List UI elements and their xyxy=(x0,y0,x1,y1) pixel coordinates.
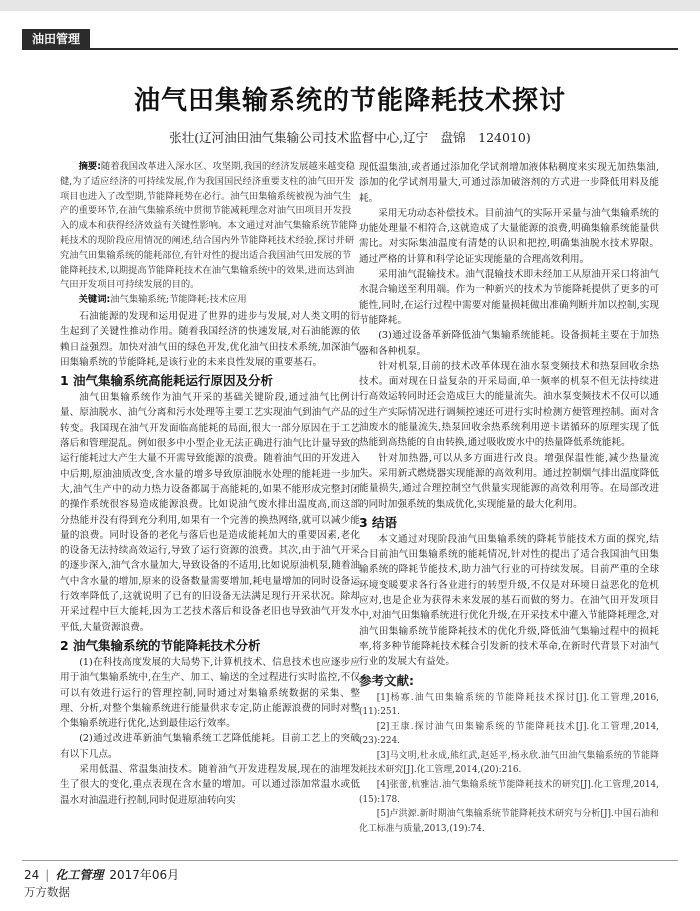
footer-divider: | xyxy=(45,868,50,882)
footer-rule xyxy=(22,860,678,861)
issue-date: 2017年06月 xyxy=(109,868,180,882)
abstract-text: 随着我国改革进入深水区、攻坚期,我国的经济发展越来越变稳健,为了适应经济的可持续发展,作为我国国民经济重要支柱的油气田开发项目也进入了改型期,节能降耗势在必行。油气田集输系统被视为油气生产的重要环节,在油气集输系统中贯彻节能减耗理念对油气田项目开发投入的成本和获得经济效益有关键性影响。本文通过对油气集输系统节能降耗技术的现阶段应用情况的阐述,结合国内外节能降耗技术经验,探讨并研究油气田集输系统的能耗部位,有针对性的提出适合我国油气田发展的节能降耗技术,以期提高节能降耗技术在油气集输系统中的效果,进而达到油气田开发项目可持续发展的目的。 xyxy=(60,161,358,291)
section-2-paragraph: (2)通过改进革新油气集输系统工艺降低能耗。目前工艺上的突破有以下几点。 xyxy=(60,733,360,760)
keywords-text: 油气集输系统;节能降耗;技术应用 xyxy=(110,294,247,306)
section-3-heading: 3 结语 xyxy=(359,514,398,530)
section-2-paragraph: (1)在科技高度发展的大局势下,计算机技术、信息技术也应逐步应用于油气集输系统中,在生产、加工、输送的全过程进行实时监控,不仅可以有效进行运行的管理控制,同时通过对集输系统数据的采集、整理、分析,对整个集输系统进行能量供求专定,防止能源浪费的同时对整个集输系统进行优化,达到最佳运行效率。 xyxy=(60,656,360,730)
page-number: 24 xyxy=(24,868,40,882)
page-footer xyxy=(24,866,179,883)
references-heading: 参考文献: xyxy=(359,672,414,688)
body-paragraph: 针对机泵,目前的技术改革体现在油水泵变频技术和热泵回收余热技术。面对现在日益复杂的开采局面,单一频率的机泵不但无法持续进行高效运转同时还会造成巨大的能量流失。油水泵变频技术不仅可以通过生产实际情况进行调频控速还可进行实时检测方便管理控制。面对含油废水的能量流失,热泵回收余热系统利用逆卡诺循环的原理实现了低热能到高热能的自由转换,通过吸收废水中的热量降低系统能耗。 xyxy=(359,360,659,449)
reference-item: [2]王康.探讨油气田集输系统的节能降耗技术[J].化工管理,2014,(23):224. xyxy=(359,721,659,747)
section-1-paragraph: 油气田集输系统作为油气开采的基础关键阶段,通过油气比例计量、原油脱水、油气分离和污水处理等主要工艺实现油气到油气产品的转变。我国现在油气开发面临高能耗的局面,很大一部分原因在于工艺落后和管理混乱。例如很多中小型企业无法正确进行油气比计量导致的运行能耗过大产生大量不开需导致能源的浪费。随着油气田的开发进入中后期,原油油质改变,含水量的增多导致原油脱水处理的能耗进一步加大,油气生产中的动力热力设备都属于高能耗的,如果不能形成完整封闭的操作系统很容易造成能源浪费。比如说油气废水排出温度高,而这部分热能并没有得到充分利用,如果有一个完善的换热网络,就可以减少能量的浪费。同时设备的老化与落后也是造成能耗加大的重要因素,老化的设备无法持续高效运行,导致了运行资源的浪费。其次,由于油气开采的逐步深入,油气含水量加大,导致设备的不适用,比如说原油机泵,随着油气中含水量的增加,原来的设备数量需要增加,耗电量增加的同时设备运行效率降低了,这就说明了已有的旧设备无法满足现行开采状况。除却开采过程中巨大能耗,因为工艺技术落后和设备老旧也导致油气开发水平低,大量资源浪费。 xyxy=(60,392,361,633)
left-column xyxy=(60,160,360,808)
body-paragraph: 采用油气混输技术。油气混输技术即未经加工从原油开采口将油气水混合输送至利用端。作为一种新兴的技术为节能降耗提供了更多的可能性,同时,在运行过程中需要对能量损耗做出准确判断并加以控制,实现节能降耗。 xyxy=(359,269,659,326)
article-title: 油气田集输系统的节能降耗技术探讨 xyxy=(133,86,566,116)
database-watermark: 万方数据 xyxy=(24,885,70,899)
conclusion-paragraph: 本文通过对现阶段油气田集输系统的降耗节能技术方面的探究,结合目前油气田集输系统的能耗情况,针对性的提出了适合我国油气田集输系统的降耗节能技术,助力油气行业的可持续发展。目前严重的全球环境变暖要求各行各业进行的转型升级,不仅是对环境日益恶化的危机应对,也是企业为获得未来发展的基石而做的努力。在油气田开发项目中,对油气田集输系统进行优化升级,在开采技术中灌入节能降耗理念,对油气田集输系统节能降耗技术的优化升级,降低油气集输过程中的损耗率,将多种节能降耗技术糅合引发新的技术革命,在新时代背景下对油气行业的发展大有益处。 xyxy=(359,533,659,668)
body-paragraph: 现低温集油,或者通过添加化学试剂增加液体粘稠度来实现无加热集油,添加的化学试剂用量大,可通过添加破溶剂的方式进一步降低用料及能耗。 xyxy=(359,162,659,204)
journal-name: 化工管理 xyxy=(55,868,104,882)
section-2-heading: 2 油气集输系统的节能降耗技术分析 xyxy=(60,637,261,653)
body-paragraph: (3)通过设备革新降低油气集输系统能耗。设备损耗主要在于加热器和各种机泵。 xyxy=(359,330,659,357)
section-tag: 油田管理 xyxy=(22,29,90,49)
keywords-label: 关键词: xyxy=(78,294,111,306)
right-column xyxy=(359,160,659,836)
keywords xyxy=(60,293,360,308)
section-2-paragraph: 采用低温、常温集油技术。随着油气开发进程发展,现在的油埋发生了很大的变化,重点表现在含水量的增加。可以通过添加常温水或低温水对油温进行控制,同时促进原油转向实 xyxy=(60,763,360,806)
intro-paragraph: 石油能源的发现和运用促进了世界的进步与发展,对人类文明的衍生起到了关键性推动作用。随着我国经济的快速发展,对石油能源的依赖日益强烈。加快对油气田的绿色开发,优化油气田技术系统,加深油气田集输系统的节能降耗,是该行业的未来良性发展的重要基石。 xyxy=(60,310,360,368)
reference-item: [4]张蕾,杭雅洁.油气集输系统节能降耗技术的研究[J].化工管理,2014,(15):178. xyxy=(359,780,659,805)
body-paragraph: 采用无功动态补偿技术。目前油气的实际开采量与油气集输系统的功能处理量不相符合,这就造成了大量能源的浪费,明确集输系统能量供需比。对实际集油温度有清楚的认识和把控,明确集油脱水技术界限。通过严格的计算和科学论证实现能量的合理高效利用。 xyxy=(359,207,659,265)
section-1-heading: 1 油气集输系统高能耗运行原因及分析 xyxy=(60,373,274,389)
abstract-label: 摘要: xyxy=(78,161,101,172)
body-paragraph: 针对加热器,可以从多方面进行改良。增强保温性能,减少热量流失。采用新式燃烧器实现能源的高效利用。通过控制烟气排出温度降低能量损失,通过合理控制空气供量实现能源的高效利用等。在局部改进的同时加强系统的集成优化,实现能量的最大化利用。 xyxy=(359,452,659,510)
section-rule xyxy=(22,48,678,50)
top-band xyxy=(0,0,700,11)
reference-item: [3]马文明,杜永成,熊红武,赵延平,杨永欣.油气田油气集输系统的节能降耗技术研究[J].化工管理,2014,(20):216. xyxy=(359,750,659,776)
reference-item: [1]杨寡.油气田集输系统的节能降耗技术探讨[J].化工管理,2016,(11):251. xyxy=(359,692,659,718)
abstract xyxy=(60,160,360,293)
reference-item: [5]卢洪源.新时期油气集输系统节能降耗技术研究与分析[J].中国石油和化工标准与质量,2013,(19):74. xyxy=(359,809,659,834)
author-line: 张壮(辽河油田油气集输公司技术监督中心,辽宁 盘锦 124010) xyxy=(169,130,531,145)
